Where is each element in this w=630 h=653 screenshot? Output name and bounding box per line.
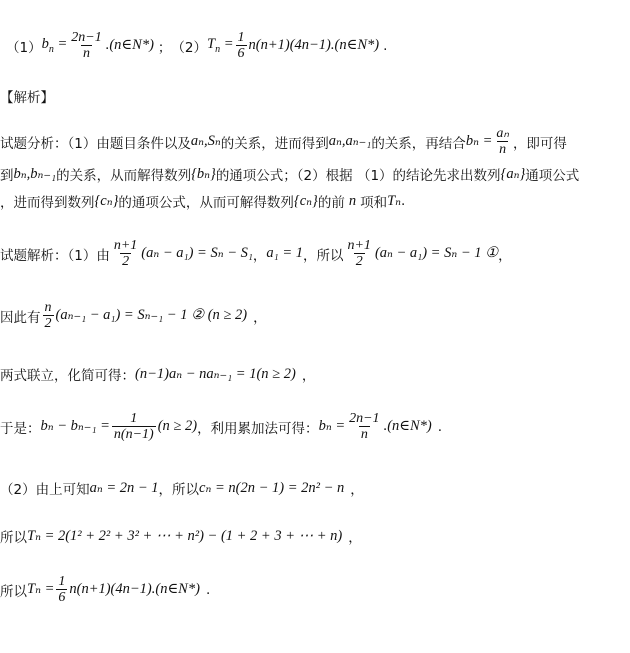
analysis-text: 项和 [360,195,388,211]
fraction [43,300,54,331]
bn-frac-den: n [82,46,90,61]
solution-line-1 [0,238,512,269]
solution-text: ，所以 [302,247,344,264]
solution-math: aₙ = 2n − 1 [89,479,159,496]
analysis-math: Tₙ [387,192,402,209]
solution-text: 两式联立，化简可得： [0,368,135,384]
frac-den: n [360,427,368,442]
solution-line-2 [0,300,267,331]
analysis-math: {cₙ} [293,192,318,209]
analysis-text: 的通项公式；（2）根据 （1）的结论先求出数列 [215,168,501,184]
frac-num: 1 [130,411,138,426]
solution-math: (aₙ − a₁) = Sₙ − S₁ [141,245,253,261]
solution-text: ， [348,530,362,546]
solution-text: 所以 [0,583,27,600]
solution-text: 试题解析：（1）由 [0,247,110,264]
solution-text: ， [252,247,267,264]
analysis-text: 的通项公式，从而可解得数列 [118,195,294,211]
an-over-n-fraction [494,126,511,157]
analysis-math: {cₙ} [94,192,119,209]
frac-num: 1 [58,574,66,589]
solution-text: ， [350,482,364,498]
solution-math: bₙ − bₙ₋₁ = [40,418,110,434]
solution-math: (n ≥ 2) [157,418,198,434]
frac-num: 2n−1 [349,411,380,426]
analysis-text: 的关系，再结合 [371,135,466,152]
bn-frac-num: 2n−1 [71,30,102,45]
separator: ； [157,39,172,56]
solution-math: (aₙ₋₁ − a₁) = Sₙ₋₁ − 1 ② (n ≥ 2) [55,307,248,323]
solution-text: ， [498,247,512,264]
solution-math: bₙ = [318,418,346,434]
frac-den: n [499,142,507,157]
analysis-text: 的关系，从而解得数列 [56,168,192,184]
analysis-math: bₙ = [465,133,493,149]
analysis-math: aₙ,aₙ₋₁ [328,133,372,149]
analysis-text: ，进而得到数列 [0,195,95,211]
solution-text: 于是： [0,420,41,437]
fraction [345,238,372,269]
solution-line-4 [0,411,442,442]
solution-line-3 [0,364,315,384]
analysis-math: bₙ,bₙ₋₁ [13,165,57,182]
solution-text: ， [253,309,267,326]
analysis-text: 试题分析：（1）由题目条件以及 [0,135,191,152]
solution-math: a₁ = 1 [266,245,303,261]
frac-num: n+1 [347,238,371,253]
solution-math: cₙ = n(2n − 1) = 2n² − n [199,479,345,496]
analysis-text: 到 [0,168,14,184]
tn-lhs: $T_n$ = [207,36,234,55]
solution-text: ， [301,368,316,384]
tn-frac-den: 6 [237,46,245,61]
frac-num: n+1 [113,238,138,253]
fraction [112,411,156,442]
analysis-math: aₙ,Sₙ [190,133,221,149]
analysis-text: 的前 [317,195,345,211]
analysis-math: n [348,192,357,209]
frac-num: n [44,300,52,315]
analysis-line-1 [0,126,567,157]
frac-den: 2 [122,254,130,269]
solution-math: Tₙ = 2(1² + 2² + 3² + ⋯ + n²) − (1 + 2 + 3 + ⋯ + n) [27,527,343,544]
analysis-text: ，即可得 [512,135,567,152]
analysis-math: {aₙ} [500,165,526,182]
solution-math: (n−1)aₙ − naₙ₋₁ = 1(n ≥ 2) [135,365,296,382]
solution-math: (aₙ − a₁) = Sₙ − 1 ① [374,245,499,261]
analysis-line-3 [0,191,405,211]
solution-text: 所以 [0,530,27,546]
bn-tail: .(n∈N*) [105,37,154,53]
frac-den: n(n−1) [113,427,154,442]
solution-line-7 [0,574,210,605]
part1-label: （1） [6,39,42,56]
fraction [56,574,67,605]
tn-fraction [236,30,247,61]
solution-text: ，利用累加法可得： [197,420,319,437]
answer-end: . [383,37,388,54]
solution-math: .(n∈N*) [383,418,432,434]
analysis-text: . [401,193,406,209]
frac-den: 2 [44,316,52,331]
part2-label: （2） [171,39,207,56]
solution-text: ，所以 [158,482,200,498]
solution-text: . [437,418,443,435]
analysis-line-2 [0,164,579,184]
tn-frac-num: 1 [237,30,245,45]
frac-num: aₙ [496,126,509,141]
tn-tail: n(n+1)(4n−1).(n∈N*) [248,37,380,53]
frac-den: 2 [355,254,363,269]
analysis-math: {bₙ} [191,165,216,182]
solution-math: Tₙ = [27,581,55,597]
bn-lhs: $b_n$ = [41,36,68,55]
analysis-text: 通项公式 [525,168,580,184]
solution-text: 因此有 [0,309,41,326]
fraction [112,238,139,269]
solution-text: . [205,581,211,598]
analysis-text: 的关系，进而得到 [220,135,329,152]
fraction [347,411,381,442]
jiexi-heading: 【解析】 [0,90,54,106]
bn-fraction [69,30,103,61]
answer-line [6,30,387,61]
solution-line-5 [0,478,364,498]
solution-line-6 [0,526,362,546]
frac-den: 6 [58,590,66,605]
solution-text: （2）由上可知 [0,482,90,498]
solution-math: n(n+1)(4n−1).(n∈N*) [69,581,200,597]
